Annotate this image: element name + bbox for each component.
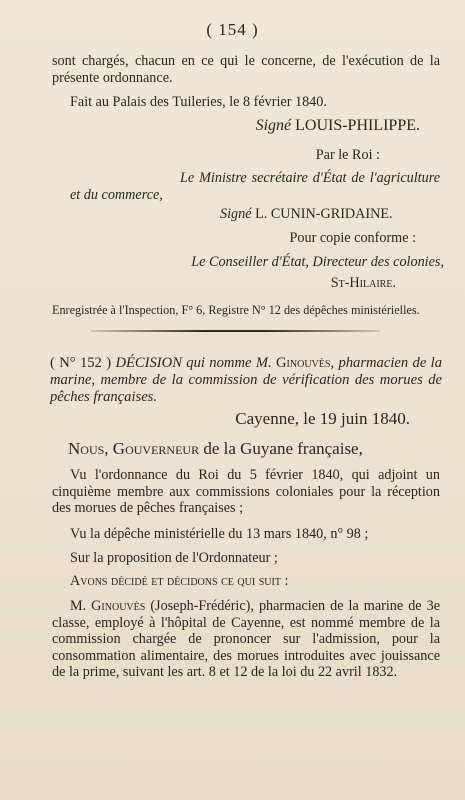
opening-title: Gouverneur	[112, 439, 200, 458]
opening-nous: Nous	[68, 439, 105, 458]
certified-copy-line: Pour copie conforme :	[289, 230, 416, 246]
decision-number: ( N° 152 )	[50, 355, 112, 371]
decision-heading	[50, 355, 442, 405]
decided-line: Avons décidé et décidons ce qui suit :	[70, 573, 289, 589]
councillor-title: Le Conseiller d'État, Directeur des colonies,	[191, 254, 444, 270]
decision-title-name: Ginouvès	[276, 355, 331, 371]
recital-proposal: Sur la proposition de l'Ordonnateur ;	[70, 550, 278, 566]
by-king-line: Par le Roi :	[315, 147, 380, 163]
closing-paragraph: sont chargés, chacun en ce qui le concerne, de l'exécution de la présente ordonnance.	[52, 53, 440, 86]
recital-dispatch: Vu la dépêche ministérielle du 13 mars 1840, n° 98 ;	[70, 526, 369, 542]
decision-place-date: Cayenne, le 19 juin 1840.	[235, 409, 410, 428]
article-name: M. Ginouvès	[70, 598, 146, 614]
opening-rest: de la Guyane française,	[199, 439, 363, 458]
article-text: (Joseph-Frédéric), pharmacien de la marine de 3e classe, employé à l'hôpital de Cayenne, est nommé membre de la commission chargée de prononcer sur l'admission, pour la consommation alimentaire, des morues introduites avec jouissance de la prime, suivant les art. 8 et 12 de la loi du 22 avril 1832.	[52, 598, 440, 680]
article-paragraph	[52, 598, 440, 681]
recital-ordinance: Vu l'ordonnance du Roi du 5 février 1840, qui adjoint un cinquième membre aux commissions coloniales pour la réception des morues de pêches françaises ;	[52, 467, 440, 516]
minister-signature-label: Signé	[220, 206, 252, 222]
registration-note: Enregistrée à l'Inspection, F° 6, Registre N° 12 des dépêches ministérielles.	[52, 303, 420, 317]
minister-name: L. CUNIN-GRIDAINE.	[255, 206, 393, 222]
governor-opening	[68, 441, 440, 458]
decision-title-part-a: qui nomme M.	[181, 355, 276, 371]
minister-signature	[220, 206, 440, 223]
signature-name: LOUIS-PHILIPPE.	[295, 117, 420, 134]
decision-title-part-b: , pharmacien de la marine, membre de la commission de vérification des morues de pêches françaises.	[50, 355, 443, 405]
decision-title-word: DÉCISION	[115, 355, 182, 371]
page-number: ( 154 )	[206, 20, 259, 39]
minister-title: Le Ministre secrétaire d'État de l'agriculture et du commerce,	[70, 170, 440, 203]
section-divider	[90, 330, 380, 332]
councillor-name: St-Hilaire.	[330, 275, 396, 291]
king-signature	[52, 116, 440, 135]
opening-comma: ,	[104, 439, 113, 458]
place-date-line: Fait au Palais des Tuileries, le 8 février 1840.	[70, 94, 327, 110]
signature-label: Signé	[255, 117, 292, 134]
